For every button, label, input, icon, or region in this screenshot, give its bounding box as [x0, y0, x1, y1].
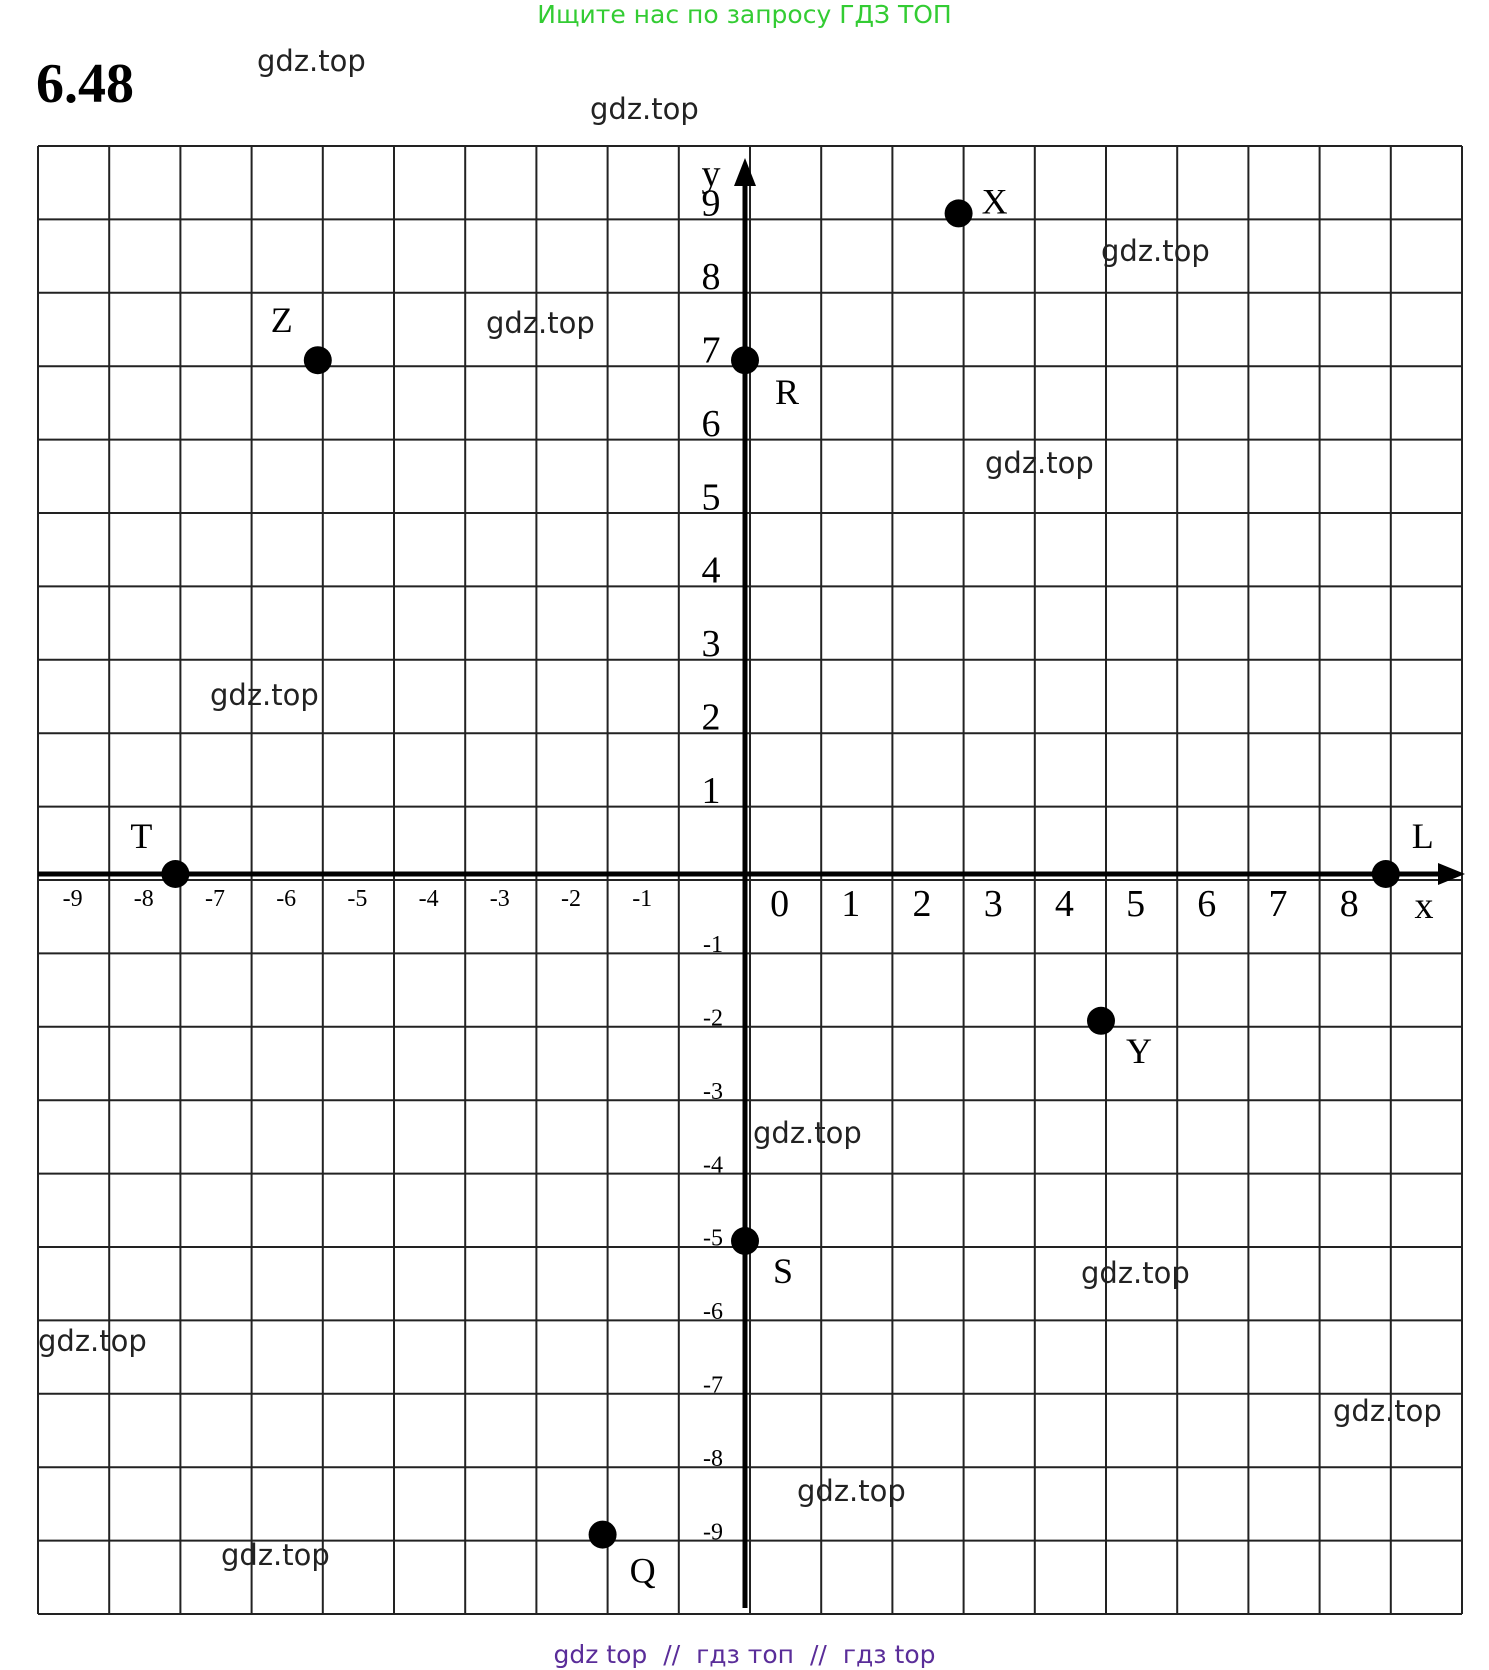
y-tick-label: 6: [701, 402, 721, 445]
point-y: [1087, 1007, 1115, 1035]
point-q: [589, 1521, 617, 1549]
x-tick-label: -8: [133, 886, 154, 912]
y-tick-label: 7: [701, 329, 721, 372]
y-tick-label: 2: [701, 696, 721, 739]
point-r: [731, 346, 759, 374]
y-axis-arrow: [734, 158, 756, 186]
point-label-x: X: [981, 181, 1008, 222]
footer-link[interactable]: гдз топ: [696, 1640, 794, 1669]
watermark: gdz.top: [797, 1474, 906, 1508]
watermark: gdz.top: [590, 92, 699, 126]
watermark: gdz.top: [1333, 1394, 1442, 1428]
x-tick-label: 3: [983, 883, 1003, 925]
x-tick-label: -5: [347, 886, 368, 912]
watermark: gdz.top: [985, 446, 1094, 480]
y-tick-label: 5: [701, 476, 721, 519]
x-axis-arrow: [1438, 863, 1465, 885]
point-label-s: S: [772, 1251, 794, 1291]
y-tick-label: -1: [703, 932, 723, 959]
x-tick-label: -1: [632, 886, 653, 912]
point-label-l: L: [1411, 816, 1434, 856]
point-t: [161, 860, 189, 888]
x-tick-label: 7: [1268, 883, 1288, 925]
watermark: gdz.top: [753, 1116, 862, 1150]
problem-number: 6.48: [36, 53, 134, 115]
watermark: gdz.top: [257, 44, 366, 78]
footer-separator: //: [810, 1640, 827, 1669]
point-label-y: Y: [1126, 1030, 1152, 1071]
point-label-q: Q: [629, 1550, 656, 1591]
watermark: gdz.top: [210, 678, 319, 712]
y-tick-label: 4: [701, 549, 721, 592]
point-l: [1372, 860, 1400, 888]
x-tick-label: 5: [1126, 883, 1146, 925]
footer-link[interactable]: гдз top: [842, 1640, 936, 1669]
x-tick-label: -2: [561, 886, 581, 912]
point-x: [945, 199, 973, 227]
x-tick-label: 1: [841, 883, 861, 925]
point-z: [304, 346, 332, 374]
x-tick-label: 4: [1054, 883, 1074, 925]
point-label-r: R: [774, 372, 800, 413]
x-tick-label: -3: [489, 886, 510, 912]
y-axis-label: y: [701, 153, 721, 195]
watermark: gdz.top: [38, 1324, 147, 1358]
x-tick-label: -9: [62, 886, 83, 912]
y-tick-label: 3: [701, 623, 721, 666]
x-tick-label: 0: [770, 883, 790, 925]
y-tick-label: -9: [703, 1519, 723, 1546]
y-tick-label: -2: [703, 1005, 723, 1032]
x-tick-label: -6: [276, 886, 297, 912]
y-tick-label: -4: [703, 1152, 723, 1179]
footer-link[interactable]: gdz top: [553, 1640, 648, 1669]
y-tick-label: -6: [703, 1299, 723, 1326]
footer-separator: //: [663, 1640, 681, 1669]
x-tick-label: -4: [418, 886, 439, 912]
x-tick-label: 6: [1197, 883, 1217, 925]
x-tick-label: 8: [1339, 883, 1359, 925]
y-tick-label: -7: [703, 1372, 723, 1399]
y-tick-label: 1: [701, 769, 721, 812]
x-tick-label: 2: [912, 883, 932, 925]
point-label-t: T: [130, 816, 153, 856]
x-axis-label: x: [1414, 885, 1434, 927]
watermark: gdz.top: [221, 1538, 330, 1572]
watermark: gdz.top: [486, 306, 595, 340]
y-tick-label: 8: [701, 256, 721, 299]
watermark: gdz.top: [1101, 234, 1210, 268]
footer: [0, 1640, 1489, 1670]
y-tick-label: -8: [703, 1445, 723, 1472]
point-s: [731, 1227, 759, 1255]
point-label-z: Z: [270, 300, 293, 341]
top-banner[interactable]: Ищите нас по запросу ГДЗ ТОП: [537, 0, 952, 29]
y-tick-label: -5: [703, 1225, 723, 1252]
x-tick-label: -7: [205, 886, 225, 912]
watermark: gdz.top: [1081, 1256, 1190, 1290]
y-tick-label: -3: [703, 1078, 723, 1105]
y-tick-label: 9: [701, 182, 721, 225]
